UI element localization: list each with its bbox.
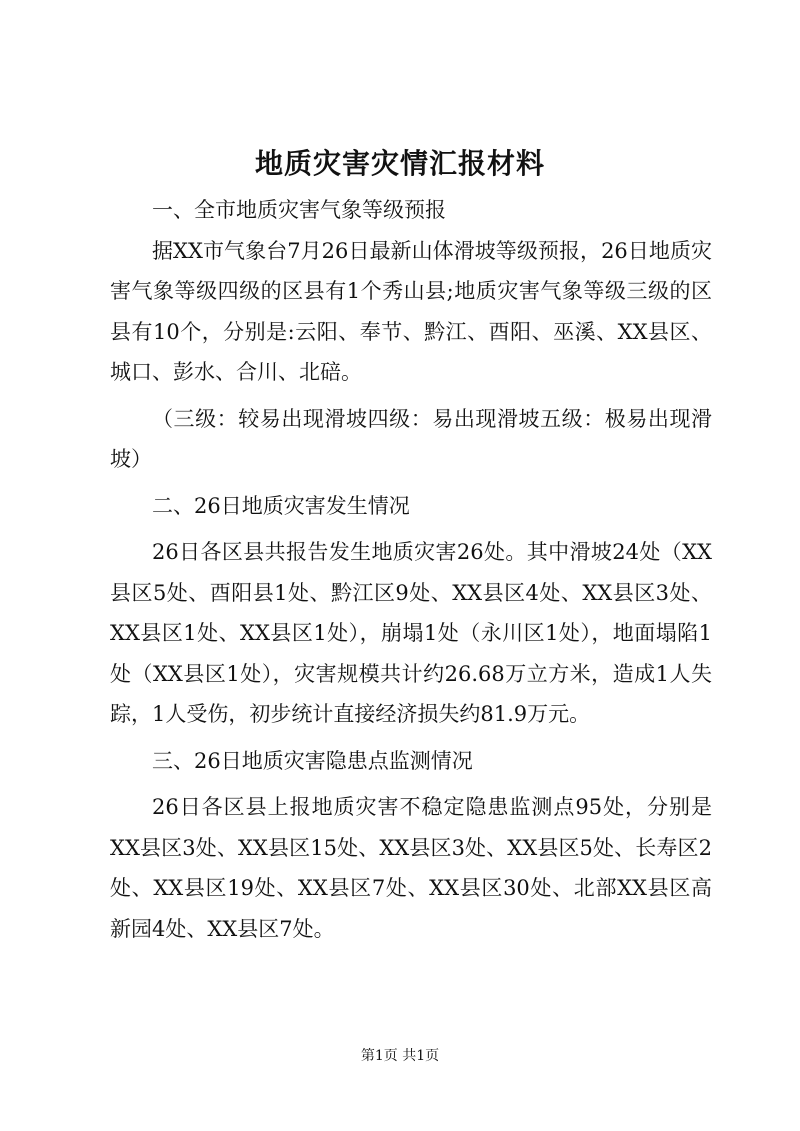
page-number-footer: 第1页 共1页 xyxy=(360,1048,440,1064)
section-heading-3: 三、26日地质灾害隐患点监测情况 xyxy=(152,748,473,773)
document-body xyxy=(110,190,712,949)
paragraph-monitoring: 26日各区县上报地质灾害不稳定隐患监测点95处，分别是XX县区3处、XX县区15处、XX县区3处、XX县区5处、长寿区2处、XX县区19处、XX县区7处、XX县区30处、北部XX县区高新园4处、XX县区7处。 xyxy=(110,795,712,941)
paragraph-forecast: 据XX市气象台7月26日最新山体滑坡等级预报，26日地质灾害气象等级四级的区县有1个秀山县;地质灾害气象等级三级的区县有10个，分别是:云阳、奉节、黔江、酉阳、巫溪、XX县区、城口、彭水、合川、北碚。 xyxy=(110,238,712,384)
document-title: 地质灾害灾情汇报材料 xyxy=(254,147,545,180)
paragraph-occurrence: 26日各区县共报告发生地质灾害26处。其中滑坡24处（XX县区5处、酉阳县1处、黔江区9处、XX县区4处、XX县区3处、XX县区1处、XX县区1处），崩塌1处（永川区1处），地面塌陷1处（XX县区1处），灾害规模共计约26.68万立方米，造成1人失踪，1人受伤，初步统计直接经济损失约81.9万元。 xyxy=(110,540,712,726)
section-heading-1: 一、全市地质灾害气象等级预报 xyxy=(152,198,446,222)
section-heading-2: 二、26日地质灾害发生情况 xyxy=(152,493,410,518)
paragraph-level-note: （三级：较易出现滑坡四级：易出现滑坡五级：极易出现滑坡） xyxy=(110,406,712,471)
